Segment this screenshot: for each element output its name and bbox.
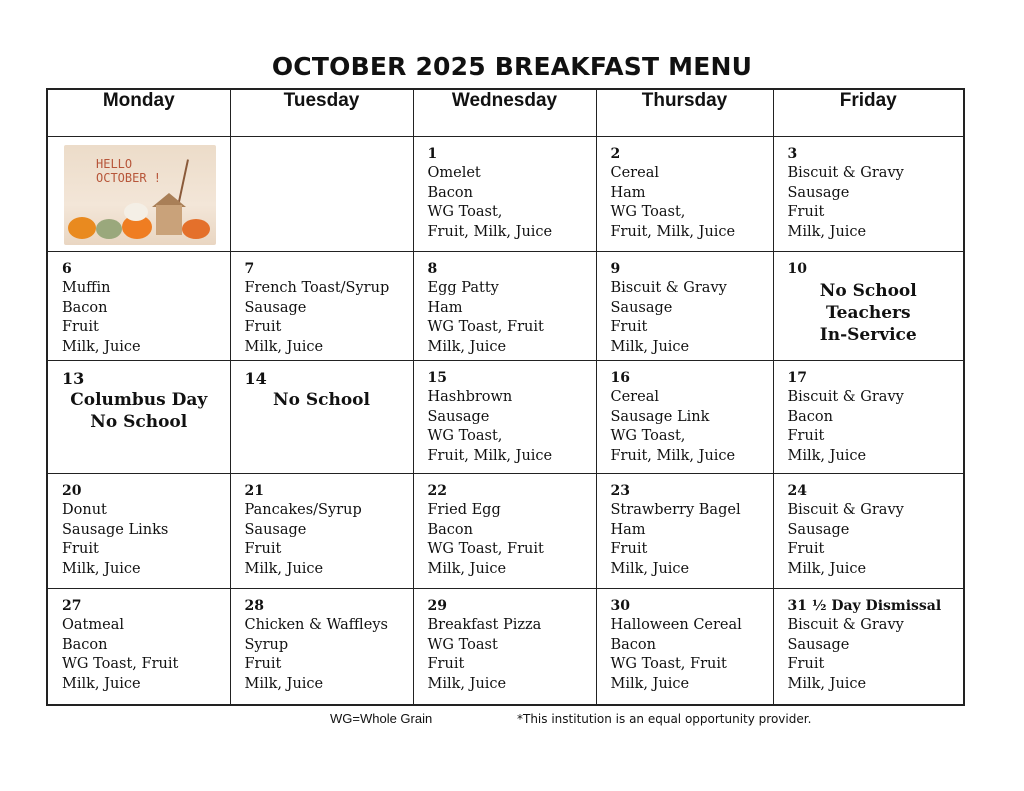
menu-item: Milk, Juice	[787, 675, 867, 692]
menu-item: Milk, Juice	[244, 338, 324, 355]
menu-item: Milk, Juice	[62, 560, 141, 577]
date-number: 1	[427, 146, 438, 162]
image-text-hello: HELLO	[96, 157, 133, 171]
menu-item: Ham	[610, 184, 646, 201]
week-row	[47, 252, 964, 361]
day-cell	[47, 137, 230, 252]
day-cell	[230, 474, 413, 589]
no-school-note: Columbus Day	[70, 390, 208, 410]
day-header-row	[47, 89, 964, 137]
menu-item: Bacon	[427, 184, 473, 201]
menu-item: Fruit	[62, 541, 99, 557]
menu-item: Chicken & Waffleys	[244, 617, 388, 633]
no-school-note: No School	[90, 412, 188, 432]
menu-item: Sausage	[787, 184, 850, 201]
menu-item: Sausage	[610, 299, 673, 316]
menu-calendar	[46, 88, 965, 706]
date-number: 31 ½ Day Dismissal	[787, 598, 942, 614]
menu-item: Bacon	[610, 636, 656, 653]
image-text-october: OCTOBER !	[96, 171, 162, 185]
date-number: 24	[787, 483, 807, 499]
menu-item: Milk, Juice	[427, 675, 507, 692]
menu-item: Fried Egg	[427, 502, 501, 518]
menu-item: Ham	[610, 521, 646, 538]
pumpkin-decoration	[68, 217, 96, 239]
menu-item: Milk, Juice	[787, 223, 867, 240]
day-cell	[47, 252, 230, 361]
menu-item: Bacon	[62, 299, 108, 316]
day-cell	[413, 137, 596, 252]
menu-item: Strawberry Bagel	[610, 502, 741, 518]
day-header-thursday: Thursday	[596, 89, 773, 137]
menu-item: Milk, Juice	[787, 447, 867, 464]
menu-item: French Toast/Syrup	[244, 280, 390, 296]
day-cell	[773, 474, 964, 589]
date-number: 16	[610, 370, 630, 386]
menu-item: Milk, Juice	[62, 675, 141, 692]
week-row	[47, 361, 964, 474]
menu-item: Sausage	[787, 521, 850, 538]
menu-item: Cereal	[610, 165, 659, 181]
date-number: 7	[244, 261, 255, 277]
menu-item: Omelet	[427, 165, 481, 181]
hello-october-image	[64, 145, 216, 245]
menu-item: Egg Patty	[427, 280, 499, 296]
menu-item: Muffin	[62, 280, 111, 296]
week-row	[47, 137, 964, 252]
day-cell	[773, 361, 964, 474]
day-cell	[230, 361, 413, 474]
date-number: 14	[244, 369, 267, 388]
date-number: 13	[62, 369, 85, 388]
date-number: 30	[610, 598, 630, 614]
menu-item: Sausage	[244, 521, 307, 538]
menu-item: Biscuit & Gravy	[787, 165, 904, 181]
menu-item: Fruit, Milk, Juice	[427, 447, 553, 464]
menu-item: Fruit	[244, 541, 282, 557]
menu-item: Fruit	[244, 656, 282, 672]
menu-item: WG Toast,	[427, 204, 503, 220]
day-cell	[230, 589, 413, 705]
day-cell	[413, 474, 596, 589]
menu-item: Bacon	[62, 636, 108, 653]
equal-opportunity-disclaimer: *This institution is an equal opportunity provider.	[517, 712, 812, 726]
date-number: 29	[427, 598, 447, 614]
date-number: 17	[787, 370, 807, 386]
menu-item: Milk, Juice	[244, 675, 324, 692]
menu-item: Fruit	[787, 204, 825, 220]
menu-item: Biscuit & Gravy	[610, 280, 727, 296]
date-number: 22	[427, 483, 447, 499]
menu-item: Halloween Cereal	[610, 617, 742, 633]
day-cell	[596, 137, 773, 252]
menu-item: Sausage Links	[62, 521, 169, 538]
day-cell	[596, 474, 773, 589]
menu-item: Fruit	[610, 319, 648, 335]
menu-item: Sausage Link	[610, 408, 710, 425]
menu-item: Milk, Juice	[610, 560, 690, 577]
day-cell	[230, 252, 413, 361]
day-cell	[47, 589, 230, 705]
day-header-monday: Monday	[47, 89, 230, 137]
house-decoration	[156, 205, 182, 235]
day-cell	[413, 252, 596, 361]
menu-item: Fruit, Milk, Juice	[427, 223, 553, 240]
whole-grain-legend: WG=Whole Grain	[330, 711, 433, 726]
menu-item: Pancakes/Syrup	[244, 502, 362, 518]
menu-item: Milk, Juice	[610, 675, 690, 692]
menu-item: Biscuit & Gravy	[787, 389, 904, 405]
day-cell	[596, 252, 773, 361]
pumpkin-decoration	[96, 219, 122, 239]
day-cell	[596, 589, 773, 705]
day-cell	[596, 361, 773, 474]
menu-item: Fruit	[787, 541, 825, 557]
menu-item: Fruit	[787, 428, 825, 444]
date-number: 27	[62, 598, 82, 614]
menu-item: Biscuit & Gravy	[787, 617, 904, 633]
menu-item: WG Toast	[427, 636, 498, 653]
menu-item: Sausage	[427, 408, 490, 425]
menu-item: Milk, Juice	[610, 338, 690, 355]
menu-item: Milk, Juice	[62, 338, 141, 355]
day-cell	[413, 589, 596, 705]
no-school-note: Teachers	[825, 303, 911, 323]
menu-item: WG Toast,	[427, 428, 503, 444]
day-cell	[413, 361, 596, 474]
menu-item: Fruit	[427, 656, 465, 672]
menu-item: Cereal	[610, 389, 659, 405]
pumpkin-decoration	[182, 219, 210, 239]
day-cell	[773, 137, 964, 252]
date-number: 21	[244, 483, 264, 499]
menu-item: Donut	[62, 502, 107, 518]
menu-item: Milk, Juice	[244, 560, 324, 577]
day-header-friday: Friday	[773, 89, 964, 137]
day-header-tuesday: Tuesday	[230, 89, 413, 137]
day-cell	[47, 474, 230, 589]
date-number: 9	[610, 261, 621, 277]
menu-item: Sausage	[787, 636, 850, 653]
menu-item: Ham	[427, 299, 463, 316]
menu-item: WG Toast, Fruit	[427, 319, 544, 335]
menu-item: Syrup	[244, 636, 289, 653]
pumpkin-decoration	[124, 203, 148, 221]
menu-item: Sausage	[244, 299, 307, 316]
day-header-wednesday: Wednesday	[413, 89, 596, 137]
menu-item: Milk, Juice	[427, 338, 507, 355]
menu-item: Fruit, Milk, Juice	[610, 447, 736, 464]
menu-item: Fruit, Milk, Juice	[610, 223, 736, 240]
date-number: 23	[610, 483, 630, 499]
week-row	[47, 474, 964, 589]
menu-item: Fruit	[787, 656, 825, 672]
date-number: 8	[427, 261, 438, 277]
menu-item: WG Toast, Fruit	[610, 656, 727, 672]
menu-item: Fruit	[244, 319, 282, 335]
menu-item: WG Toast, Fruit	[62, 656, 179, 672]
menu-item: Milk, Juice	[787, 560, 867, 577]
menu-item: Breakfast Pizza	[427, 617, 542, 633]
menu-item: Bacon	[427, 521, 473, 538]
menu-item: Biscuit & Gravy	[787, 502, 904, 518]
menu-item: WG Toast, Fruit	[427, 541, 544, 557]
menu-item: Fruit	[610, 541, 648, 557]
date-number: 20	[62, 483, 82, 499]
date-number: 10	[787, 261, 807, 277]
week-row	[47, 589, 964, 705]
menu-item: Fruit	[62, 319, 99, 335]
menu-item: Bacon	[787, 408, 833, 425]
page-title: OCTOBER 2025 BREAKFAST MENU	[271, 52, 753, 81]
date-number: 15	[427, 370, 447, 386]
date-number: 6	[62, 261, 72, 277]
date-number: 3	[787, 146, 798, 162]
empty-day-cell	[230, 137, 413, 252]
no-school-note: No School	[819, 281, 917, 301]
day-cell	[773, 252, 964, 361]
menu-item: WG Toast,	[610, 428, 686, 444]
no-school-note: In-Service	[819, 325, 917, 345]
day-cell	[47, 361, 230, 474]
no-school-note: No School	[273, 390, 370, 410]
menu-item: Oatmeal	[62, 617, 124, 633]
menu-item: Hashbrown	[427, 389, 513, 405]
menu-item: WG Toast,	[610, 204, 686, 220]
menu-item: Milk, Juice	[427, 560, 507, 577]
date-number: 28	[244, 598, 264, 614]
day-cell	[773, 589, 964, 705]
date-number: 2	[610, 146, 621, 162]
